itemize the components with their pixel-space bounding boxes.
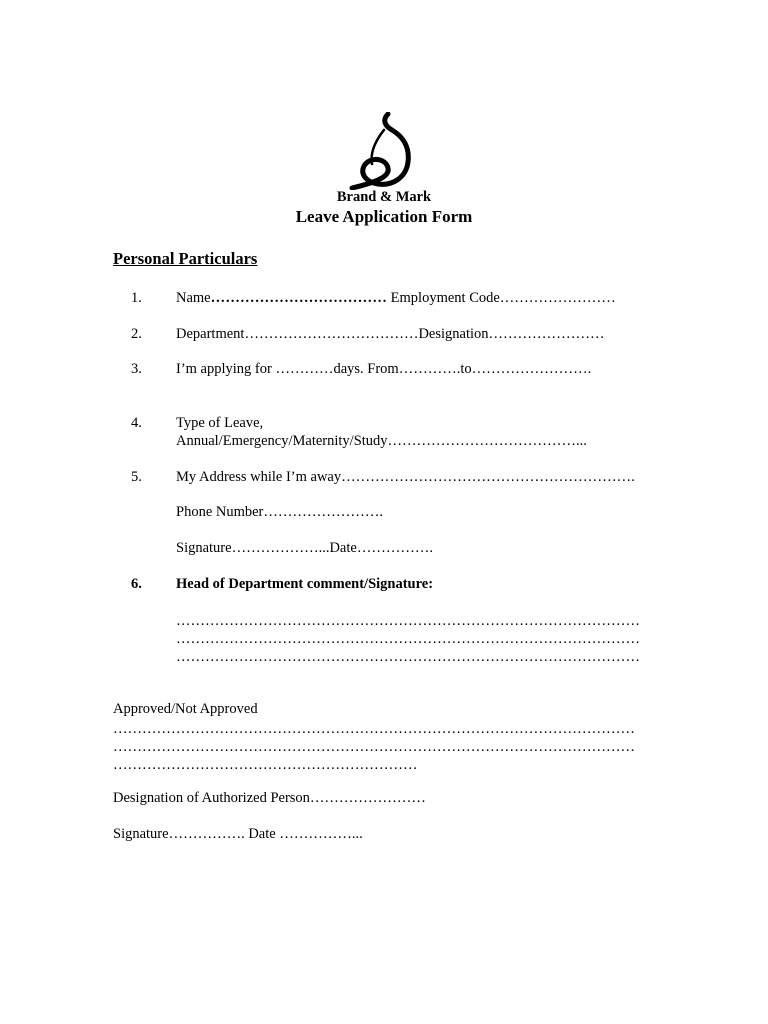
approval-status-label: Approved/Not Approved [113, 701, 258, 717]
hod-comment-line[interactable]: …………………………………………………………………………………… [176, 613, 640, 629]
leave-type-label: Type of Leave, [176, 415, 264, 431]
department-designation-field[interactable]: Department………………………………Designation…………………… [176, 326, 605, 342]
approval-remarks-line[interactable]: ……………………………………………………………………………………………… [113, 721, 635, 737]
phone-number-field[interactable]: Phone Number……………………. [176, 504, 384, 520]
item-number: 2. [131, 326, 142, 342]
approval-remarks-line[interactable]: ……………………………………………………………………………………………… [113, 739, 635, 755]
authorized-designation-field[interactable]: Designation of Authorized Person…………………… [113, 790, 426, 806]
leave-type-field[interactable]: Annual/Emergency/Maternity/Study…………………………………... [176, 433, 587, 449]
hod-comment-line[interactable]: …………………………………………………………………………………… [176, 649, 640, 665]
name-label: Name [176, 290, 211, 306]
item-number: 5. [131, 469, 142, 485]
approval-remarks-line[interactable]: ……………………………………………………… [113, 757, 418, 773]
section-heading: Personal Particulars [113, 249, 258, 268]
brand-logo [348, 112, 420, 190]
brand-name: Brand & Mark [336, 189, 432, 205]
item-number: 1. [131, 290, 142, 306]
authorized-signature-date-field[interactable]: Signature……………. Date ……………... [113, 826, 363, 842]
item-number: 4. [131, 415, 142, 431]
applicant-signature-date-field[interactable]: Signature………………...Date……………. [176, 540, 433, 556]
employment-code-field[interactable]: Employment Code…………………… [387, 290, 616, 306]
form-title: Leave Application Form [295, 207, 473, 226]
item-number: 3. [131, 361, 142, 377]
item-number: 6. [131, 576, 142, 592]
address-field[interactable]: My Address while I’m away……………………………………………………. [176, 469, 635, 485]
name-field-row [176, 290, 616, 307]
hod-comment-line[interactable]: …………………………………………………………………………………… [176, 631, 640, 647]
name-input-line[interactable]: ……………………………… [210, 290, 388, 306]
leave-days-field[interactable]: I’m applying for …………days. From………….to……………………. [176, 361, 592, 377]
hod-comment-heading: Head of Department comment/Signature: [176, 576, 434, 592]
